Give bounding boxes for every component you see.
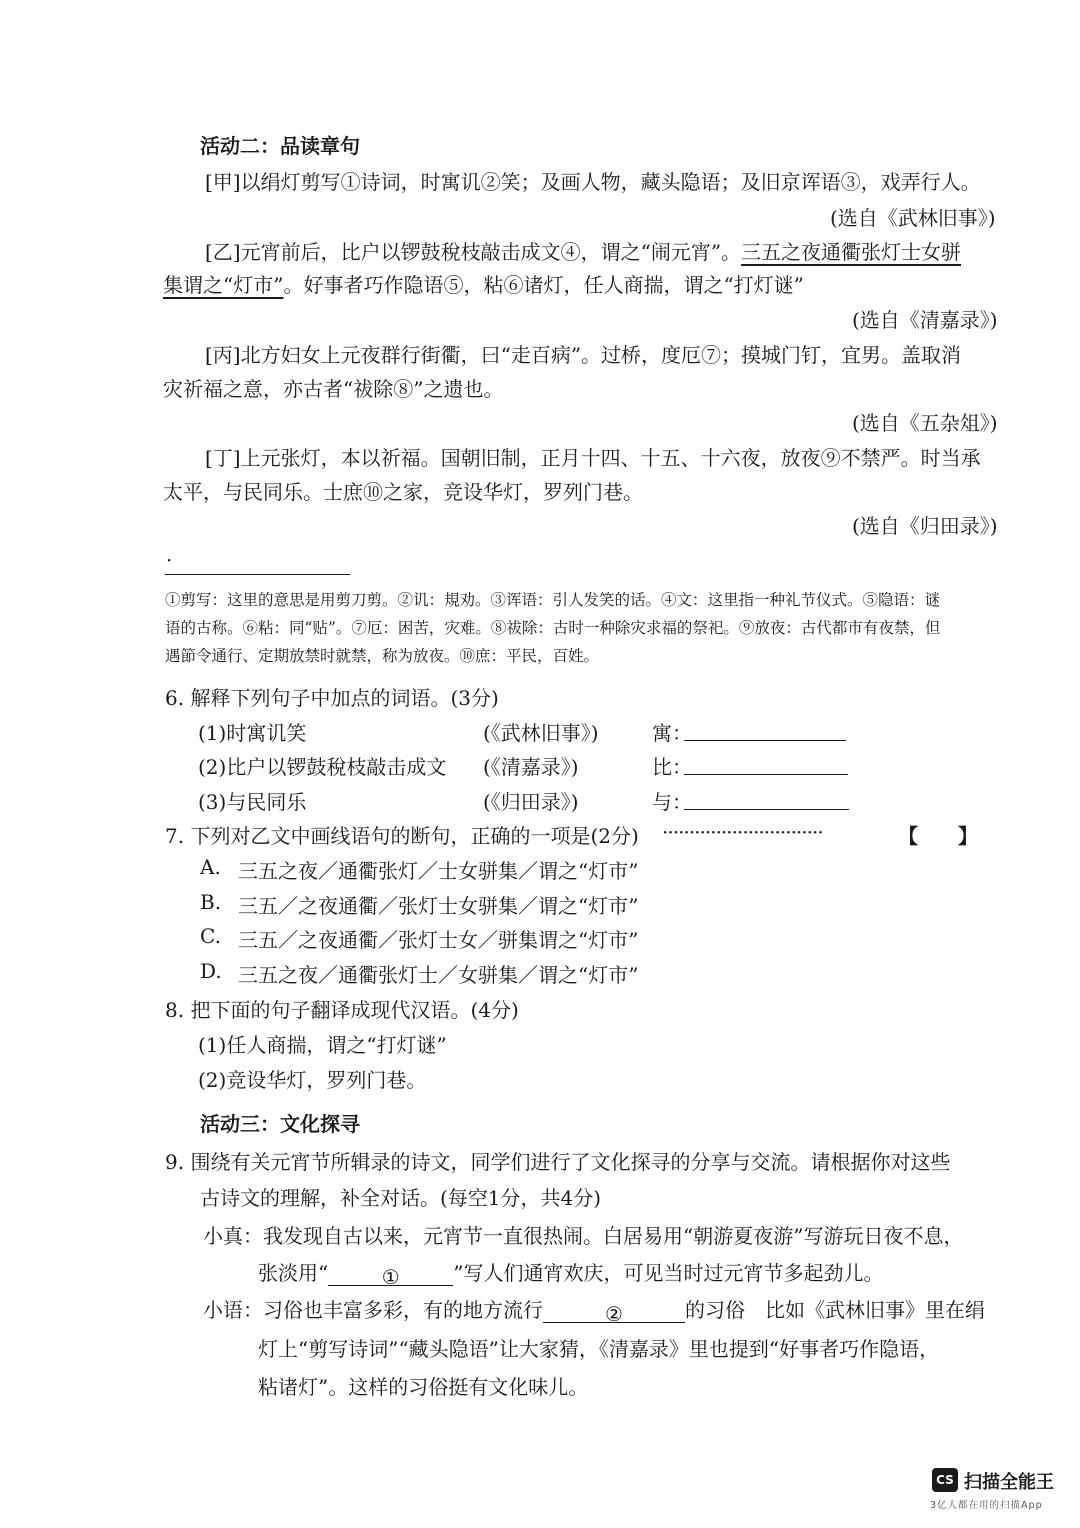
q7-leader-dots: ······························ xyxy=(662,820,823,844)
passage-bing-line2: 灾祈福之意，亦古者“祓除⑧”之遗也。 xyxy=(163,377,504,401)
q8-stem: 8. 把下面的句子翻译成现代汉语。(4分) xyxy=(165,998,519,1022)
activity3-title: 活动三：文化探寻 xyxy=(200,1112,360,1136)
passage-yi-underlined-1: 三五之夜通衢张灯士女骈 xyxy=(741,240,962,264)
notes-divider xyxy=(165,574,350,575)
q6-item2-text: (2)比户以锣鼓稅枝敲击成文 xyxy=(198,755,447,779)
notes-line2: 语的古称。⑥粘：同“贴”。⑦厄：困苦，灾难。⑧祓除：古时一种除灾求福的祭祀。⑨放夜：古代都市有夜禁，但 xyxy=(165,619,941,637)
q6-item3-word: 与： xyxy=(652,790,692,814)
passage-yi-source: (选自《清嘉录》) xyxy=(852,308,998,332)
q7-option-d-text: 三五之夜／通衢张灯士／女骈集／谓之“灯市” xyxy=(238,963,639,987)
camscanner-logo-icon: CS xyxy=(932,1468,958,1492)
q9-xiaozhen-line2-start: 张淡用“ xyxy=(258,1261,329,1285)
q6-item2-word: 比： xyxy=(652,755,692,779)
q6-item1-answer-blank[interactable] xyxy=(684,720,846,741)
q7-option-b-label: B. xyxy=(200,890,222,914)
q6-item2-answer-blank[interactable] xyxy=(684,754,848,775)
q7-option-d-label: D. xyxy=(200,959,222,983)
q9-stem-line1: 9. 围绕有关元宵节所辑录的诗文，同学们进行了文化探寻的分享与交流。请根据你对这些 xyxy=(165,1150,951,1174)
q8-item2: (2)竞设华灯，罗列门巷。 xyxy=(198,1068,427,1092)
q9-blank-2[interactable]: ② xyxy=(543,1302,685,1323)
q9-xiaozhen-line1: 小真：我发现自古以来，元宵节一直很热闹。白居易用“朝游夏夜游”写游玩日夜不息， xyxy=(203,1224,964,1248)
q9-stem-line2: 古诗文的理解，补全对话。(每空1分，共4分) xyxy=(200,1186,602,1210)
q8-item1: (1)任人商揣，谓之“打灯谜” xyxy=(198,1033,447,1057)
q6-item3-source: (《归田录》) xyxy=(483,790,579,814)
camscanner-logo-tagline: 3亿人都在用的扫描App xyxy=(930,1500,1043,1511)
passage-bing-source: (选自《五杂俎》) xyxy=(852,411,998,435)
passage-bing-line1: [丙]北方妇女上元夜群行街衢，曰“走百病”。过桥，度厄⑦；摸城门钉，宜男。盖取消 xyxy=(205,343,962,367)
camscanner-logo-name: 扫描全能王 xyxy=(964,1472,1054,1493)
q9-xiaozhen-line2-end: ”写人们通宵欢庆，可见当时过元宵节多起劲儿。 xyxy=(453,1261,884,1285)
q9-xiaoyu-line1-end: 的习俗 比如《武林旧事》里在绢 xyxy=(685,1298,985,1322)
q6-item3-answer-blank[interactable] xyxy=(684,789,849,810)
passage-yi-underlined-2: 集谓之“灯市” xyxy=(163,273,284,297)
passage-yi-line2-rest: 。好事者巧作隐语⑤，粘⑥诸灯，任人商揣，谓之“打灯谜” xyxy=(283,273,804,297)
q9-xiaoyu-line2: 灯上“剪写诗词”“藏头隐语”让大家猜，《清嘉录》里也提到“好事者巧作隐语， xyxy=(258,1337,940,1361)
q7-option-c-text: 三五／之夜通衢／张灯士女／骈集谓之“灯市” xyxy=(238,928,639,952)
q7-option-b-text: 三五／之夜通衢／张灯士女骈集／谓之“灯市” xyxy=(238,894,639,918)
q6-item1-source: (《武林旧事》) xyxy=(483,721,599,745)
passage-jia-line1: [甲]以绢灯剪写①诗词，时寓讥②笑；及画人物，藏头隐语；及旧京诨语③，戏弄行人。 xyxy=(205,170,981,194)
q9-xiaoyu-line3: 粘诸灯”。这样的习俗挺有文化味儿。 xyxy=(258,1375,589,1399)
activity2-title: 活动二：品读章句 xyxy=(200,134,360,158)
q6-item3-text: (3)与民同乐 xyxy=(198,790,307,814)
q6-item2-source: (《清嘉录》) xyxy=(483,755,579,779)
passage-yi-line1-start: [乙]元宵前后，比户以锣鼓稅枝敲击成文④，谓之“闹元宵”。 xyxy=(205,240,742,264)
passage-yi-line1 xyxy=(205,240,961,264)
notes-marker: · xyxy=(166,548,173,572)
passage-ding-line1: [丁]上元张灯，本以祈福。国朝旧制，正月十四、十五、十六夜，放夜⑨不禁严。时当承 xyxy=(205,446,981,470)
notes-line1: ①剪写：这里的意思是用剪刀剪。②讥：規劝。③诨语：引人发笑的话。④文：这里指一种礼节仪式。⑤隐语：谜 xyxy=(165,591,941,609)
q9-blank-1[interactable]: ① xyxy=(328,1265,453,1286)
q6-item1-text: (1)时寓讥笑 xyxy=(198,721,307,745)
q7-option-a-text: 三五之夜／通衢张灯／士女骈集／谓之“灯市” xyxy=(238,859,639,883)
q7-stem: 7. 下列对乙文中画线语句的断句，正确的一项是(2分) xyxy=(165,824,639,848)
passage-ding-source: (选自《归田录》) xyxy=(852,514,998,538)
notes-line3: 遇節令通行、定期放禁时就禁，称为放夜。⑩庶：平民，百姓。 xyxy=(165,647,600,665)
q7-option-c-label: C. xyxy=(200,924,221,948)
passage-ding-line2: 太平，与民同乐。士庶⑩之家，竞设华灯，罗列门巷。 xyxy=(163,480,643,504)
passage-jia-source: (选自《武林旧事》) xyxy=(830,206,996,230)
q9-xiaoyu-line1 xyxy=(203,1294,985,1326)
q9-xiaozhen-line2 xyxy=(258,1257,884,1289)
passage-yi-line2 xyxy=(163,273,804,297)
q7-option-a-label: A. xyxy=(200,855,221,879)
q7-answer-bracket[interactable]: 【 】 xyxy=(898,824,978,848)
q9-xiaoyu-line1-start: 小语：习俗也丰富多彩，有的地方流行 xyxy=(203,1298,543,1322)
q6-stem: 6. 解释下列句子中加点的词语。(3分) xyxy=(165,686,499,710)
q6-item1-word: 寓： xyxy=(652,721,692,745)
